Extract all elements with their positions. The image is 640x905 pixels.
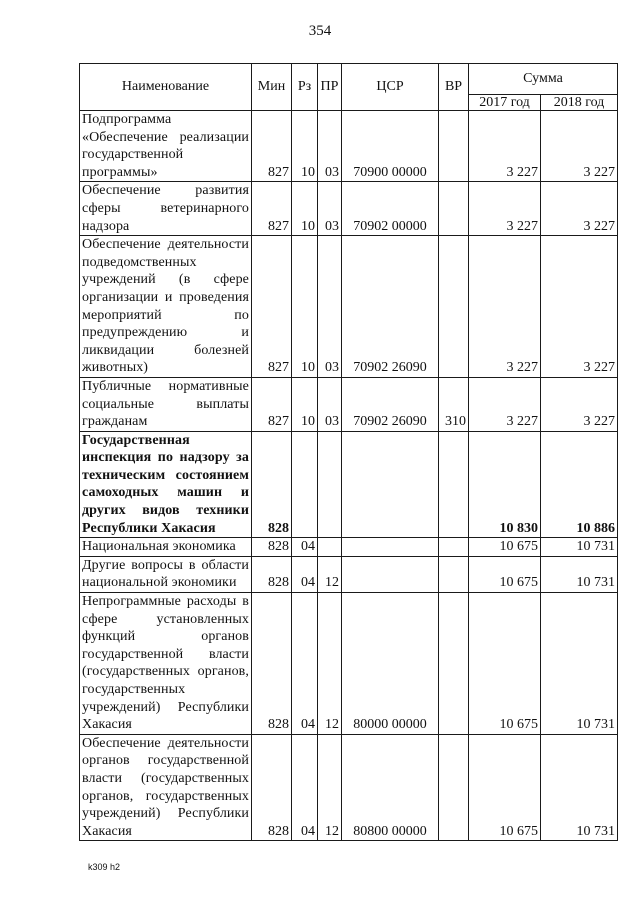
cell-min: 828: [252, 431, 292, 538]
header-csr: ЦСР: [342, 64, 439, 111]
page-number: 354: [308, 23, 332, 39]
cell-csr: [342, 556, 439, 592]
cell-pr: 03: [318, 111, 342, 182]
cell-csr: 70900 00000: [342, 111, 439, 182]
cell-name: Публичные нормативные социальные выплаты гражданам: [80, 377, 252, 431]
table-row: [80, 734, 618, 841]
cell-rz: 10: [292, 377, 318, 431]
cell-pr: 12: [318, 734, 342, 841]
table-row: [80, 377, 618, 431]
table-row: [80, 182, 618, 236]
table-row: [80, 593, 618, 735]
table-header: [80, 64, 618, 111]
table-row: [80, 431, 618, 538]
cell-rz: 04: [292, 593, 318, 735]
cell-pr: 12: [318, 593, 342, 735]
cell-vr: [439, 111, 469, 182]
cell-sum-2017: 10 675: [469, 556, 541, 592]
cell-name: Непрограммные расходы в сфере установленных функций органов государственной власти (государственных органов, государственных учреждений) Республики Хакасия: [80, 593, 252, 735]
cell-min: 828: [252, 593, 292, 735]
cell-vr: [439, 593, 469, 735]
cell-pr: 03: [318, 377, 342, 431]
header-min: Мин: [252, 64, 292, 111]
cell-sum-2017: 10 675: [469, 538, 541, 557]
cell-csr: [342, 538, 439, 557]
cell-pr: [318, 431, 342, 538]
cell-sum-2018: 10 731: [541, 538, 618, 557]
header-name: Наименование: [80, 64, 252, 111]
header-sum: Сумма: [469, 64, 618, 95]
cell-sum-2017: 3 227: [469, 377, 541, 431]
cell-csr: [342, 431, 439, 538]
cell-min: 828: [252, 538, 292, 557]
cell-sum-2018: 3 227: [541, 236, 618, 378]
cell-min: 828: [252, 734, 292, 841]
cell-vr: [439, 236, 469, 378]
cell-rz: [292, 431, 318, 538]
cell-min: 827: [252, 111, 292, 182]
cell-sum-2017: 10 675: [469, 734, 541, 841]
cell-csr: 70902 00000: [342, 182, 439, 236]
cell-vr: [439, 556, 469, 592]
cell-sum-2018: 10 731: [541, 556, 618, 592]
cell-sum-2018: 10 886: [541, 431, 618, 538]
cell-name: Государственная инспекция по надзору за техническим состоянием самоходных машин и других видов техники Республики Хакасия: [80, 431, 252, 538]
header-year-2017: 2017 год: [469, 95, 541, 111]
table-row: [80, 236, 618, 378]
cell-csr: 80000 00000: [342, 593, 439, 735]
cell-sum-2018: 10 731: [541, 593, 618, 735]
cell-min: 827: [252, 236, 292, 378]
cell-sum-2017: 3 227: [469, 182, 541, 236]
budget-table: [79, 63, 618, 841]
cell-vr: [439, 734, 469, 841]
cell-name: Другие вопросы в области национальной экономики: [80, 556, 252, 592]
cell-vr: [439, 182, 469, 236]
cell-sum-2017: 10 830: [469, 431, 541, 538]
table-body: [80, 111, 618, 841]
header-vr: ВР: [439, 64, 469, 111]
header-pr: ПР: [318, 64, 342, 111]
cell-csr: 70902 26090: [342, 236, 439, 378]
cell-sum-2017: 3 227: [469, 236, 541, 378]
cell-pr: [318, 538, 342, 557]
cell-rz: 10: [292, 182, 318, 236]
cell-csr: 70902 26090: [342, 377, 439, 431]
header-rz: Рз: [292, 64, 318, 111]
cell-name: Обеспечение развития сферы ветеринарного надзора: [80, 182, 252, 236]
cell-min: 827: [252, 182, 292, 236]
cell-min: 827: [252, 377, 292, 431]
cell-rz: 10: [292, 236, 318, 378]
table-row: [80, 111, 618, 182]
cell-vr: 310: [439, 377, 469, 431]
cell-vr: [439, 431, 469, 538]
cell-pr: 12: [318, 556, 342, 592]
cell-name: Национальная экономика: [80, 538, 252, 557]
cell-rz: 10: [292, 111, 318, 182]
cell-sum-2018: 3 227: [541, 377, 618, 431]
cell-sum-2018: 3 227: [541, 111, 618, 182]
table-row: [80, 538, 618, 557]
cell-rz: 04: [292, 556, 318, 592]
cell-pr: 03: [318, 182, 342, 236]
cell-sum-2017: 3 227: [469, 111, 541, 182]
cell-name: Обеспечение деятельности подведомственных учреждений (в сфере организации и проведения мероприятий по предупреждению и ликвидации болезней животных): [80, 236, 252, 378]
cell-min: 828: [252, 556, 292, 592]
table-row: [80, 556, 618, 592]
cell-rz: 04: [292, 538, 318, 557]
cell-sum-2018: 3 227: [541, 182, 618, 236]
cell-name: Подпрограмма «Обеспечение реализации государственной программы»: [80, 111, 252, 182]
cell-sum-2017: 10 675: [469, 593, 541, 735]
cell-pr: 03: [318, 236, 342, 378]
cell-name: Обеспечение деятельности органов государственной власти (государственных органов, государственных учреждений) Республики Хакасия: [80, 734, 252, 841]
cell-vr: [439, 538, 469, 557]
cell-rz: 04: [292, 734, 318, 841]
cell-sum-2018: 10 731: [541, 734, 618, 841]
header-year-2018: 2018 год: [541, 95, 618, 111]
footer-code: k309 h2: [88, 862, 121, 872]
cell-csr: 80800 00000: [342, 734, 439, 841]
